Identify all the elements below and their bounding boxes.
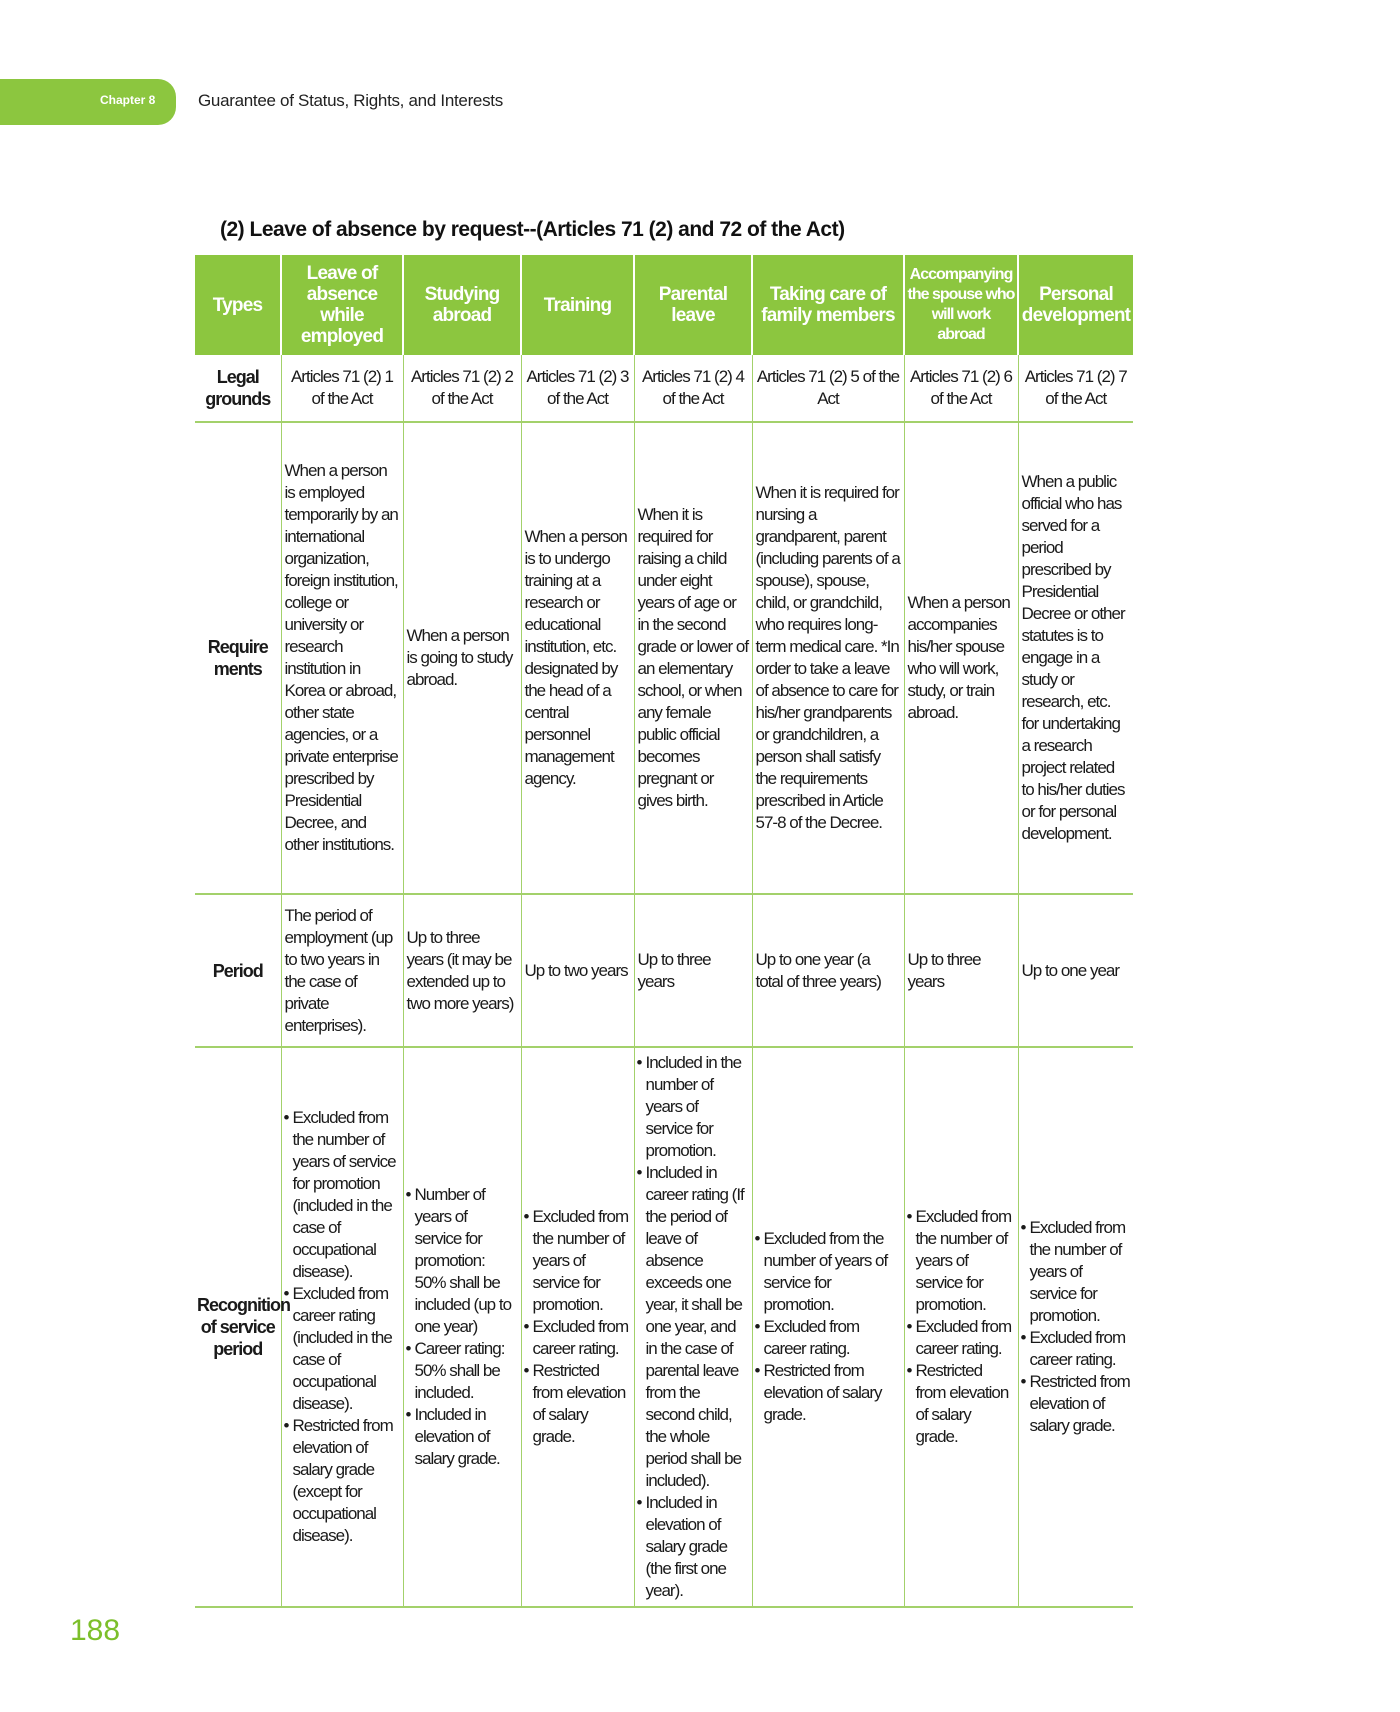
table-cell	[752, 1047, 904, 1607]
table-cell	[1018, 1047, 1133, 1607]
row-label-recognition: Recognition of service period	[195, 1047, 281, 1607]
list-item: • Excluded from career rating.	[533, 1316, 631, 1360]
table-cell	[904, 1047, 1018, 1607]
table-cell: When a person is going to study abroad.	[403, 422, 521, 894]
table-row-requirements	[195, 422, 1133, 894]
bullet-list	[407, 1184, 518, 1470]
table-cell: When it is required for nursing a grandparent, parent (including parents of a spouse), spouse, child, or grandchild, who requires long-term medical care. *In order to take a leave of absence to care for his/her grandparents or grandchildren, a person shall satisfy the requirements prescribed in Article 57-8 of the Decree.	[752, 422, 904, 894]
leave-of-absence-table	[195, 255, 1133, 1608]
row-label-requirements: Require ments	[195, 422, 281, 894]
bullet-list	[756, 1228, 901, 1426]
table-cell: When a person is employed temporarily by an international organization, foreign institution, college or university or research institution in Korea or abroad, other state agencies, or a private enterprise prescribed by Presidential Decree, and other institutions.	[281, 422, 403, 894]
list-item: • Restricted from elevation of salary grade.	[916, 1360, 1015, 1448]
column-header-studying-abroad: Studying abroad	[403, 255, 521, 355]
list-item: • Excluded from career rating.	[1030, 1327, 1131, 1371]
bullet-list	[638, 1052, 749, 1602]
bullet-list	[285, 1107, 400, 1547]
table-cell: Articles 71 (2) 1 of the Act	[281, 355, 403, 422]
table-cell	[521, 1047, 634, 1607]
table-cell: When a person is to undergo training at a research or educational institution, etc. designated by the head of a central personnel management agency.	[521, 422, 634, 894]
bullet-list	[1022, 1217, 1131, 1437]
table-cell: When a person accompanies his/her spouse who will work, study, or train abroad.	[904, 422, 1018, 894]
list-item: • Excluded from the number of years of service for promotion.	[764, 1228, 901, 1316]
list-item: • Number of years of service for promotion: 50% shall be included (up to one year)	[415, 1184, 518, 1338]
column-header-personal-development: Personal development	[1018, 255, 1133, 355]
column-header-parental-leave: Parental leave	[634, 255, 752, 355]
column-header-training: Training	[521, 255, 634, 355]
table-cell: Articles 71 (2) 7 of the Act	[1018, 355, 1133, 422]
list-item: • Excluded from career rating.	[764, 1316, 901, 1360]
list-item: • Restricted from elevation of salary grade.	[533, 1360, 631, 1448]
list-item: • Included in elevation of salary grade.	[415, 1404, 518, 1470]
table-cell: Articles 71 (2) 6 of the Act	[904, 355, 1018, 422]
table-cell	[403, 1047, 521, 1607]
list-item: • Excluded from career rating.	[916, 1316, 1015, 1360]
row-label-period: Period	[195, 894, 281, 1047]
table-cell: Articles 71 (2) 4 of the Act	[634, 355, 752, 422]
running-header-title: Guarantee of Status, Rights, and Interests	[198, 91, 503, 110]
table-cell: When it is required for raising a child under eight years of age or in the second grade or lower of an elementary school, or when any female public official becomes pregnant or gives birth.	[634, 422, 752, 894]
table-cell	[634, 1047, 752, 1607]
table-cell: Articles 71 (2) 5 of the Act	[752, 355, 904, 422]
row-label-legal-grounds: Legal grounds	[195, 355, 281, 422]
bullet-list	[908, 1206, 1015, 1448]
column-header-types: Types	[195, 255, 281, 355]
table-cell: Up to one year	[1018, 894, 1133, 1047]
table-cell: Up to one year (a total of three years)	[752, 894, 904, 1047]
column-header-family-care: Taking care of family members	[752, 255, 904, 355]
table-cell: The period of employment (up to two years in the case of private enterprises).	[281, 894, 403, 1047]
table-cell: Articles 71 (2) 2 of the Act	[403, 355, 521, 422]
list-item: • Excluded from the number of years of service for promotion (included in the case of occupational disease).	[293, 1107, 400, 1283]
column-header-accompanying-spouse: Accompanying the spouse who will work abroad	[904, 255, 1018, 355]
table-row-legal-grounds	[195, 355, 1133, 422]
table-cell: Up to three years (it may be extended up to two more years)	[403, 894, 521, 1047]
list-item: • Restricted from elevation of salary grade (except for occupational disease).	[293, 1415, 400, 1547]
section-title: (2) Leave of absence by request--(Articles 71 (2) and 72 of the Act)	[220, 218, 845, 241]
list-item: • Excluded from career rating (included in the case of occupational disease).	[293, 1283, 400, 1415]
table-cell: Up to three years	[904, 894, 1018, 1047]
list-item: • Included in career rating (If the period of leave of absence exceeds one year, it shall be one year, and in the case of parental leave from the second child, the whole period shall be included).	[646, 1162, 749, 1492]
chapter-label: Chapter 8	[100, 93, 156, 107]
bullet-list	[525, 1206, 631, 1448]
list-item: • Excluded from the number of years of service for promotion.	[1030, 1217, 1131, 1327]
list-item: • Included in the number of years of service for promotion.	[646, 1052, 749, 1162]
table-row-recognition	[195, 1047, 1133, 1607]
table-cell: Articles 71 (2) 3 of the Act	[521, 355, 634, 422]
list-item: • Career rating: 50% shall be included.	[415, 1338, 518, 1404]
table-cell	[281, 1047, 403, 1607]
table-header-row	[195, 255, 1133, 355]
table-cell: Up to three years	[634, 894, 752, 1047]
list-item: • Excluded from the number of years of service for promotion.	[533, 1206, 631, 1316]
list-item: • Restricted from elevation of salary grade.	[764, 1360, 901, 1426]
list-item: • Excluded from the number of years of service for promotion.	[916, 1206, 1015, 1316]
list-item: • Included in elevation of salary grade (the first one year).	[646, 1492, 749, 1602]
column-header-employed: Leave of absence while employed	[281, 255, 403, 355]
list-item: • Restricted from elevation of salary grade.	[1030, 1371, 1131, 1437]
table-cell: When a public official who has served for a period prescribed by Presidential Decree or other statutes is to engage in a study or research, etc. for undertaking a research project related to his/her duties or for personal development.	[1018, 422, 1133, 894]
page-number: 188	[70, 1614, 121, 1647]
table-cell: Up to two years	[521, 894, 634, 1047]
table-row-period	[195, 894, 1133, 1047]
